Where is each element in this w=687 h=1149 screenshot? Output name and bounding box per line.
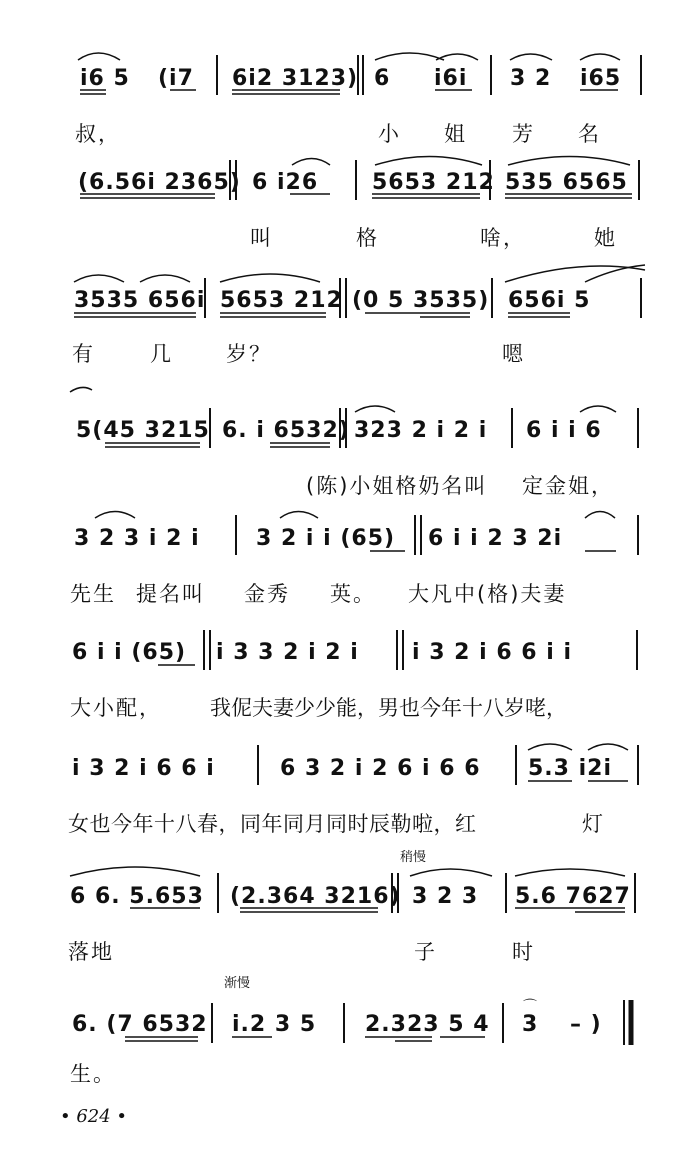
notes-s9-m2: i.2 3 5 xyxy=(232,1012,317,1037)
lyric-s2-4: 她 xyxy=(594,226,617,250)
tempo-marking-shao-man: 稍慢 xyxy=(400,850,427,865)
notes-s1-m1: i6 5 xyxy=(80,66,130,91)
notes-s5-m2: 3 2 i i (65) xyxy=(256,526,396,551)
notes-s3-m1: 3535 656i xyxy=(74,288,206,313)
notes-s7-m3: 5.3 i2i xyxy=(528,756,613,781)
lyric-s1-2: 小 xyxy=(378,122,401,146)
lyric-s3-1: 有 xyxy=(72,342,95,366)
lyric-s6-2: 我伲夫妻少少能，男也今年十八岁咾， xyxy=(210,696,567,720)
notes-s1-m2: (i7 xyxy=(158,66,194,91)
fermata-icon: ⌒ xyxy=(523,999,537,1015)
lyric-s1-1: 叔， xyxy=(75,122,121,146)
notes-s7-m1: i 3 2 i 6 6 i xyxy=(72,756,215,781)
notes-s4-m2: 6. i 6532) xyxy=(222,418,350,443)
lyric-s8-2: 子 xyxy=(414,940,437,964)
notes-s8-m2: (2.364 3216) xyxy=(230,884,401,909)
notes-s9-m1: 6. (7 6532 xyxy=(72,1012,208,1037)
notes-s6-m1: 6 i i (65) xyxy=(72,640,187,665)
notes-s1-m5: i6i xyxy=(434,66,468,91)
lyric-s1-5: 名 xyxy=(578,122,601,146)
lyric-s4-1: (陈)小姐格奶名叫 xyxy=(306,474,488,498)
lyric-s5-4: 英。 xyxy=(330,582,376,606)
notes-s5-m3: 6 i i 2 3 2i xyxy=(428,526,563,551)
notes-s5-m1: 3 2 3 i 2 i xyxy=(74,526,200,551)
lyric-s8-3: 时 xyxy=(512,940,535,964)
tempo-marking-jian-man: 渐慢 xyxy=(224,976,251,991)
lyric-s5-1: 先生 xyxy=(70,582,116,606)
lyric-s3-3: 岁？ xyxy=(226,342,272,366)
lyric-s2-3: 啥， xyxy=(480,226,526,250)
notes-s4-m4: 6 i i 6 xyxy=(526,418,602,443)
notes-s1-m3: 6i2 3123) xyxy=(232,66,359,91)
notes-s1-m7: i65 xyxy=(580,66,622,91)
notes-s3-m3: (0 5 3535) xyxy=(352,288,490,313)
lyric-s1-3: 姐 xyxy=(444,122,467,146)
notes-s3-m4: 656i 5 xyxy=(508,288,591,313)
notes-s2-m4: 535 6565 xyxy=(505,170,628,195)
notes-s2-m3: 5653 212 xyxy=(372,170,495,195)
lyric-s3-4: 嗯 xyxy=(502,342,525,366)
lyric-s8-1: 落地 xyxy=(68,940,114,964)
notes-s8-m3: 3 2 3 xyxy=(412,884,479,909)
lyric-s9-1: 生。 xyxy=(70,1062,116,1086)
lyric-s7-1: 女也今年十八春，同年同月同时辰勒啦，红 xyxy=(68,812,477,836)
lyric-s7-2: 灯 xyxy=(582,812,605,836)
lyric-s2-2: 格 xyxy=(356,226,379,250)
lyric-s5-3: 金秀 xyxy=(244,582,290,606)
notes-s1-m4: 6 xyxy=(374,66,391,91)
notes-s2-m2: 6 i26 xyxy=(252,170,319,195)
notes-s4-m3: 323 2 i 2 i xyxy=(354,418,488,443)
notes-s7-m2: 6 3 2 i 2 6 i 6 6 xyxy=(280,756,481,781)
lyric-s5-5: 大凡中(格)夫妻 xyxy=(408,582,567,606)
notes-s9-m4: 3 xyxy=(522,1012,539,1037)
notes-s3-m2: 5653 212 xyxy=(220,288,343,313)
notes-s4-m1: 5(45 3215 xyxy=(76,418,210,443)
lyric-s5-2: 提名叫 xyxy=(136,582,205,606)
notes-s8-m4: 5.6 7627 xyxy=(515,884,631,909)
lyric-s1-4: 芳 xyxy=(512,122,535,146)
page-number: • 624 • xyxy=(60,1106,128,1127)
lyric-s6-1: 大小配， xyxy=(70,696,162,720)
notes-s9-m5: – ) xyxy=(570,1012,602,1037)
notes-s6-m3: i 3 2 i 6 6 i i xyxy=(412,640,573,665)
lyric-s4-2: 定金姐， xyxy=(522,474,614,498)
notes-s8-m1: 6 6. 5.653 xyxy=(70,884,204,909)
lyric-s2-1: 叫 xyxy=(250,226,273,250)
notes-s9-m3: 2.323 5 4 xyxy=(365,1012,490,1037)
lyric-s3-2: 几 xyxy=(150,342,173,366)
notes-s1-m6: 3 2 xyxy=(510,66,552,91)
notes-s2-m1: (6.56i 2365) xyxy=(78,170,241,195)
notes-s6-m2: i 3 3 2 i 2 i xyxy=(216,640,359,665)
